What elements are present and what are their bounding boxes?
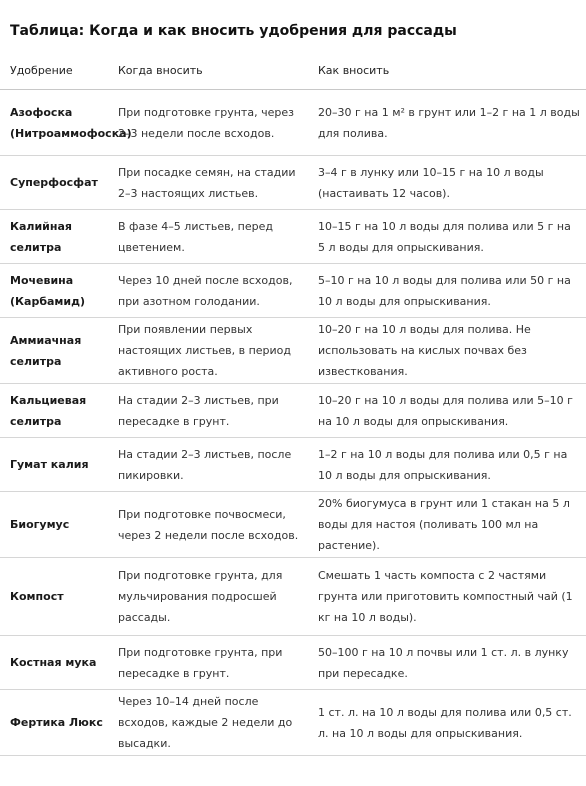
- when-to-apply: Через 10 дней после всходов, при азотном голодании.: [104, 264, 304, 318]
- table-row: [0, 90, 586, 156]
- fertilizer-name: Компост: [0, 558, 104, 636]
- how-to-apply: Смешать 1 часть компоста с 2 частями грунта или приготовить компостный чай (1 кг на 10 л воды).: [304, 558, 586, 636]
- when-to-apply: При подготовке грунта, при пересадке в грунт.: [104, 636, 304, 690]
- table-row: [0, 492, 586, 558]
- how-to-apply: 5–10 г на 10 л воды для полива или 50 г на 10 л воды для опрыскивания.: [304, 264, 586, 318]
- table-row: [0, 264, 586, 318]
- fertilizer-name: Биогумус: [0, 492, 104, 558]
- when-to-apply: При подготовке грунта, для мульчирования подросшей рассады.: [104, 558, 304, 636]
- how-to-apply: 10–15 г на 10 л воды для полива или 5 г на 5 л воды для опрыскивания.: [304, 210, 586, 264]
- fertilizer-name: Костная мука: [0, 636, 104, 690]
- fertilizer-table: [0, 52, 586, 756]
- table-title: Таблица: Когда и как вносить удобрения для рассады: [10, 23, 457, 39]
- table-body: [0, 90, 586, 756]
- fertilizer-name: Азофоска (Нитроаммофоска): [0, 90, 104, 156]
- fertilizer-name: Аммиачная селитра: [0, 318, 104, 384]
- how-to-apply: 1 ст. л. на 10 л воды для полива или 0,5 ст. л. на 10 л воды для опрыскивания.: [304, 690, 586, 756]
- table-row: [0, 384, 586, 438]
- when-to-apply: На стадии 2–3 листьев, при пересадке в грунт.: [104, 384, 304, 438]
- when-to-apply: При подготовке грунта, через 2–3 недели после всходов.: [104, 90, 304, 156]
- when-to-apply: При появлении первых настоящих листьев, в период активного роста.: [104, 318, 304, 384]
- table-row: [0, 318, 586, 384]
- fertilizer-name: Кальциевая селитра: [0, 384, 104, 438]
- how-to-apply: 10–20 г на 10 л воды для полива. Не использовать на кислых почвах без известкования.: [304, 318, 586, 384]
- when-to-apply: На стадии 2–3 листьев, после пикировки.: [104, 438, 304, 492]
- how-to-apply: 1–2 г на 10 л воды для полива или 0,5 г на 10 л воды для опрыскивания.: [304, 438, 586, 492]
- when-to-apply: В фазе 4–5 листьев, перед цветением.: [104, 210, 304, 264]
- table-row: [0, 210, 586, 264]
- table-row: [0, 636, 586, 690]
- fertilizer-name: Гумат калия: [0, 438, 104, 492]
- table-row: [0, 438, 586, 492]
- how-to-apply: 20–30 г на 1 м² в грунт или 1–2 г на 1 л воды для полива.: [304, 90, 586, 156]
- when-to-apply: При посадке семян, на стадии 2–3 настоящих листьев.: [104, 156, 304, 210]
- header-how: Как вносить: [304, 52, 586, 90]
- table-row: [0, 690, 586, 756]
- how-to-apply: 3–4 г в лунку или 10–15 г на 10 л воды (настаивать 12 часов).: [304, 156, 586, 210]
- fertilizer-name: Фертика Люкс: [0, 690, 104, 756]
- fertilizer-name: Мочевина (Карбамид): [0, 264, 104, 318]
- how-to-apply: 20% биогумуса в грунт или 1 стакан на 5 л воды для настоя (поливать 100 мл на растение).: [304, 492, 586, 558]
- when-to-apply: Через 10–14 дней после всходов, каждые 2 недели до высадки.: [104, 690, 304, 756]
- when-to-apply: При подготовке почвосмеси, через 2 недели после всходов.: [104, 492, 304, 558]
- header-fertilizer: Удобрение: [0, 52, 104, 90]
- header-when: Когда вносить: [104, 52, 304, 90]
- table-row: [0, 558, 586, 636]
- fertilizer-name: Суперфосфат: [0, 156, 104, 210]
- table-header-row: [0, 52, 586, 90]
- how-to-apply: 10–20 г на 10 л воды для полива или 5–10 г на 10 л воды для опрыскивания.: [304, 384, 586, 438]
- how-to-apply: 50–100 г на 10 л почвы или 1 ст. л. в лунку при пересадке.: [304, 636, 586, 690]
- fertilizer-name: Калийная селитра: [0, 210, 104, 264]
- table-row: [0, 156, 586, 210]
